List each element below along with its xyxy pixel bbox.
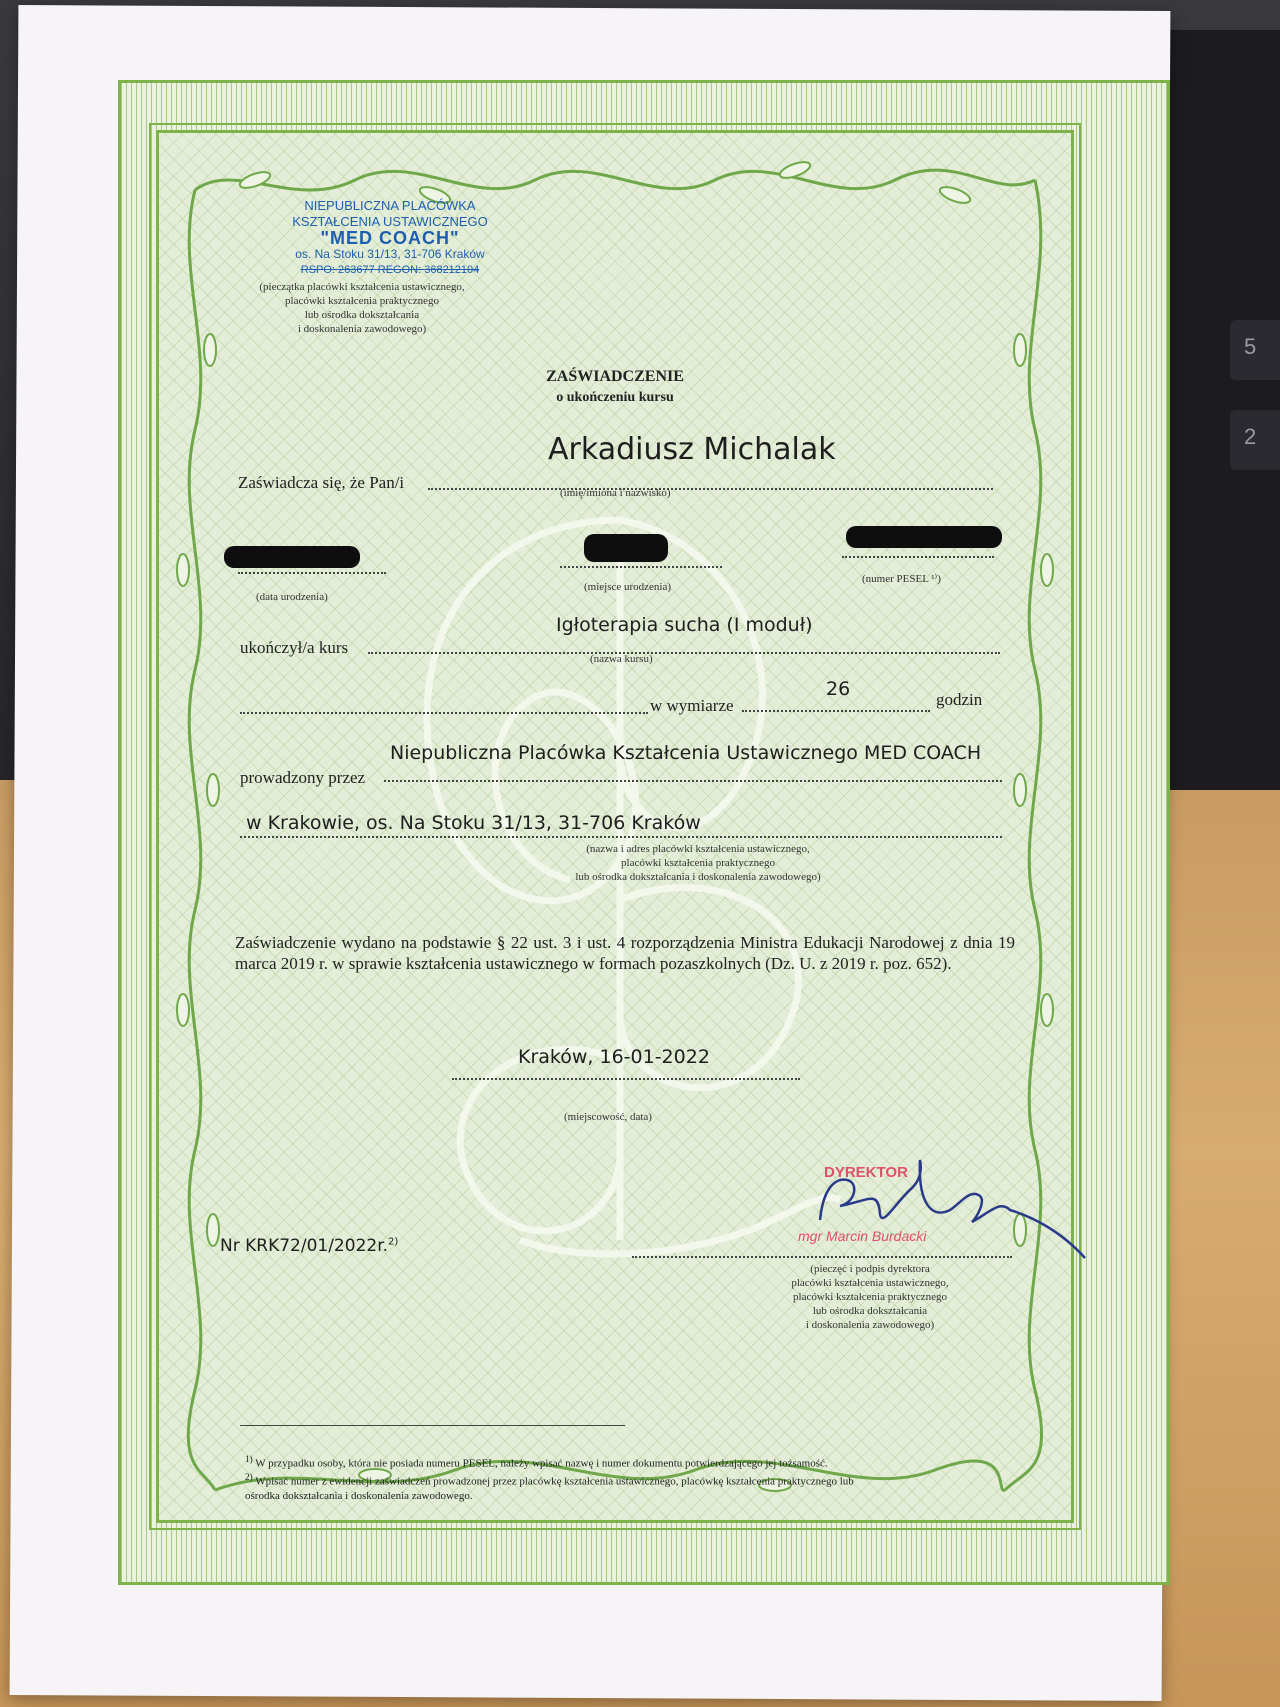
handwritten-signature — [800, 1140, 1100, 1270]
footnote-separator — [240, 1425, 625, 1426]
stamp-caption-line: (pieczątka placówki kształcenia ustawicznego, — [259, 281, 465, 293]
document-number — [220, 1236, 398, 1256]
pesel-line — [842, 556, 994, 558]
birth-date-caption: (data urodzenia) — [256, 591, 328, 603]
director-title: DYREKTOR — [824, 1164, 908, 1181]
footnote-1 — [245, 1454, 828, 1470]
footnote-2-cont: ośrodka dokształcania i doskonalenia zawodowego. — [245, 1490, 473, 1502]
institution-name: Niepubliczna Placówka Kształcenia Ustawicznego MED COACH — [390, 742, 982, 764]
signature-caption — [760, 1262, 980, 1332]
birth-place-caption: (miejsce urodzenia) — [584, 581, 672, 593]
footnote-1-text: W przypadku osoby, która nie posiada numeru PESEL, należy wpisać nazwę i numer dokumentu potwierdzającego jej tożsamość. — [255, 1457, 828, 1470]
signature-line — [632, 1256, 1012, 1258]
place-date: Kraków, 16-01-2022 — [518, 1046, 710, 1068]
director-name: mgr Marcin Burdacki — [798, 1228, 927, 1244]
signature-caption-line: (pieczęć i podpis dyrektora — [810, 1263, 930, 1275]
hours-unit: godzin — [936, 690, 983, 709]
course-caption: (nazwa kursu) — [590, 653, 653, 665]
place-date-line — [452, 1078, 800, 1080]
name-line — [428, 488, 993, 490]
full-name: Arkadiusz Michalak — [548, 432, 836, 467]
stamp-caption-line: placówki kształcenia praktycznego — [285, 295, 439, 307]
redacted-pesel — [846, 526, 1002, 548]
place-date-caption: (miejscowość, data) — [564, 1111, 652, 1123]
name-caption: (imię/imiona i nazwisko) — [560, 487, 671, 499]
scope-label: w wymiarze — [650, 696, 734, 715]
signature-caption-line: placówki kształcenia praktycznego — [793, 1291, 947, 1303]
certifies-label: Zaświadcza się, że Pan/i — [238, 473, 405, 492]
footnote-1-mark: 1) — [245, 1454, 253, 1464]
course-name: Igłoterapia sucha (I moduł) — [556, 614, 813, 636]
stamp-line-3: "MED COACH" — [320, 228, 460, 248]
institution-caption-line: (nazwa i adres placówki kształcenia ustawicznego, — [586, 843, 810, 855]
certificate-subtitle: o ukończeniu kursu — [556, 390, 674, 405]
institution-line-1 — [384, 780, 1002, 782]
footnote-2 — [245, 1472, 854, 1488]
signature-caption-line: i doskonalenia zawodowego) — [805, 1319, 935, 1331]
stamp-caption — [232, 280, 492, 336]
birth-date-line — [238, 572, 386, 574]
redacted-birth-date — [224, 546, 360, 568]
stamp-caption-line: lub ośrodka dokształcania — [304, 309, 420, 321]
institution-caption-line: lub ośrodka dokształcania i doskonalenia zawodowego) — [575, 871, 821, 883]
stamp-line-5: RSPO: 263677 REGON: 368212104 — [300, 264, 480, 276]
stamp-line-2: KSZTAŁCENIA USTAWICZNEGO — [292, 214, 488, 229]
footnote-2-mark: 2) — [245, 1472, 253, 1482]
hours-value: 26 — [826, 678, 851, 700]
keyboard-key-2: 2 — [1230, 410, 1280, 470]
footnote-2-text: Wpisać numer z ewidencji zaświadczeń prowadzonej przez placówkę kształcenia ustawicznego, placówkę kształcenia praktycznego lub — [255, 1475, 854, 1488]
birth-place-line — [560, 566, 722, 568]
hours-line — [742, 710, 930, 712]
signature-caption-line: lub ośrodka dokształcania — [812, 1305, 928, 1317]
document-number-text: Nr KRK72/01/2022r. — [220, 1236, 389, 1256]
certificate-title: ZAŚWIADCZENIE — [546, 368, 684, 385]
document-number-footnote-ref: 2) — [388, 1236, 399, 1248]
pesel-caption: (numer PESEL ¹⁾) — [862, 573, 941, 585]
stamp-caption-line: i doskonalenia zawodowego) — [297, 323, 427, 335]
institution-caption — [548, 842, 848, 884]
institution-stamp — [240, 198, 540, 278]
keyboard-key-5: 5 — [1230, 320, 1280, 380]
legal-basis-paragraph: Zaświadczenie wydano na podstawie § 22 ust. 3 i ust. 4 rozporządzenia Ministra Edukacji Narodowej z dnia 19 marca 2019 r. w sprawie kształcenia ustawicznego w formach pozaszkolnych (Dz. U. z 2019 r. poz. 652). — [235, 933, 1015, 973]
course-line — [368, 652, 1000, 654]
redacted-birth-place — [584, 534, 668, 562]
scope-line-left — [240, 712, 648, 714]
completed-label: ukończył/a kurs — [240, 638, 349, 657]
signature-caption-line: placówki kształcenia ustawicznego, — [791, 1277, 949, 1289]
run-by-label: prowadzony przez — [240, 768, 366, 787]
institution-address: w Krakowie, os. Na Stoku 31/13, 31-706 Kraków — [246, 812, 701, 834]
stamp-line-4: os. Na Stoku 31/13, 31-706 Kraków — [295, 247, 485, 261]
institution-caption-line: placówki kształcenia praktycznego — [621, 857, 775, 869]
stamp-line-1: NIEPUBLICZNA PLACÓWKA — [304, 198, 476, 213]
institution-line-2 — [240, 836, 1002, 838]
